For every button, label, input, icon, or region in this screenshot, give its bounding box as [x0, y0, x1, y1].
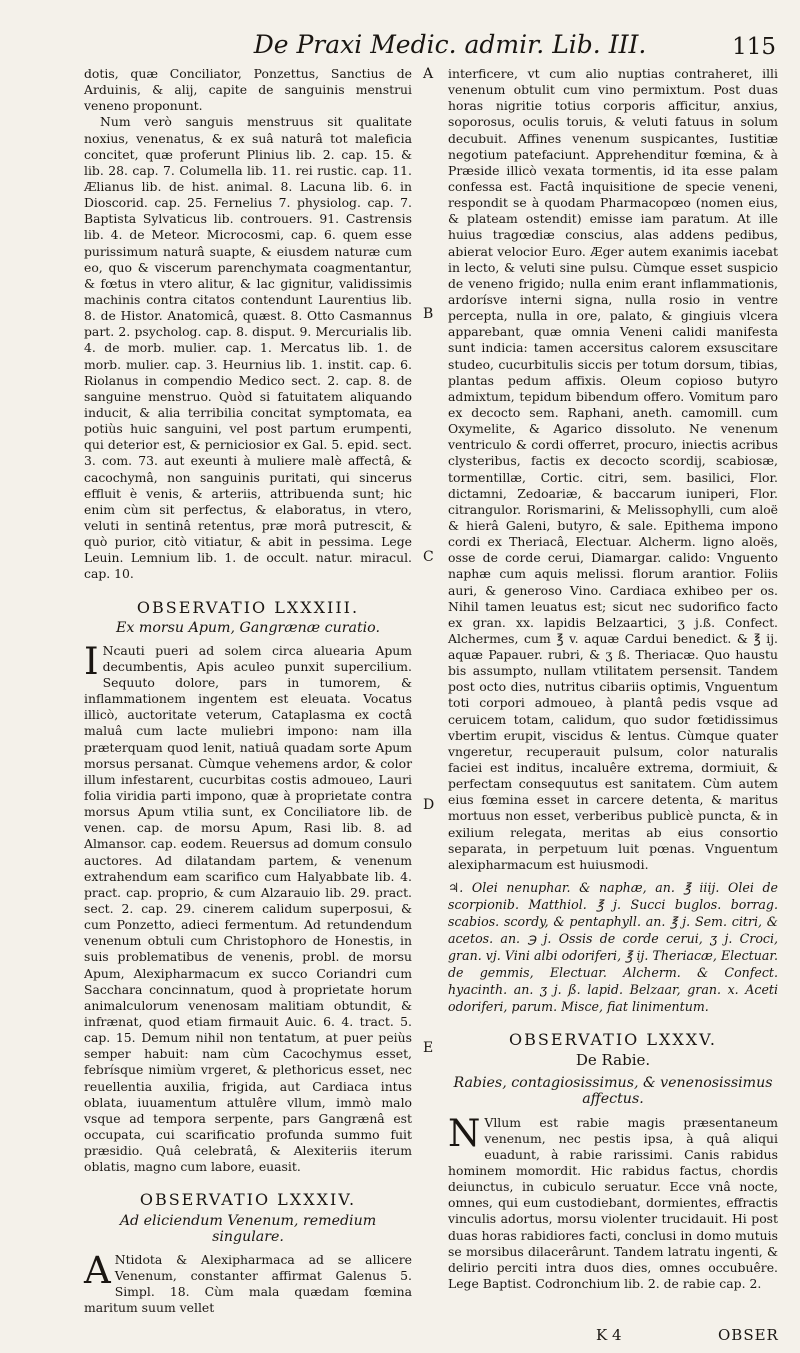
observation-85-body	[448, 1111, 778, 1293]
observation-83-subtitle: Ex morsu Apum, Gangrænæ curatio.	[116, 619, 380, 636]
observation-84-subtitle: Ad eliciendum Venenum, remedium singulare.	[119, 1212, 377, 1245]
paragraph-sanguis-menstruus: Num verò sanguis menstruus sit qualitate noxius, venenatus, & ex suâ naturâ tot maleficia concitet, quæ proferunt Plinius lib. 2. cap. 15. & lib. 28. cap. 7. Columella lib. 11. rei rustic. cap. 11. Ælianus lib. de hist. animal. 8. Lacuna lib. 6. in Dioscorid. cap. 25. Fernelius 7. physiolog. cap. 7. Baptista Sylvaticus lib. controuers. 91. Castrensis lib. 4. de Meteor. Microcosmi, cap. 6. quem esse purissimum naturâ suapte, & eiusdem naturæ cum eo, quo & viscerum parenchymata coagmentantur, & fœtus in vtero alitur, & lac gignitur, validissimis machinis contra citatos contendunt Laurentius lib. 8. de Histor. Anatomicâ, quæst. 8. Otto Casmannus part. 2. psycholog. cap. 8. disput. 9. Mercurialis lib. 4. de morb. mulier. cap. 1. Mercatus lib. 1. de morb. mulier. cap. 3. Heurnius lib. 1. instit. cap. 6. Riolanus in compendio Medico sect. 2. cap. 8. de sanguine menstruo. Quòd si fatuitatem aliquando inducit, & alia terribilia concitat symptomata, ea potiùs huic sanguini, vel post partum erumpenti, qui deterior est, & perniciosior ex Gal. 5. epid. sect. 3. com. 73. aut exeunti à muliere malè affectâ, & cacochymâ, non sanguinis puritati, qui sincerus effluit è venis, & arteriis, attribuenda sunt; hic enim cùm sit perfectus, & elaboratus, in vtero, veluti in sentinâ retentus, præ morâ putrescit, & quò purior, citò vitiatur, & abit in pessima. Lege Leuin. Lemnium lib. 1. de occult. natur. miracul. cap. 10.	[84, 114, 412, 582]
drop-initial-i: I	[84, 639, 99, 683]
observation-84-body	[84, 1248, 412, 1317]
drop-initial-a: A	[84, 1248, 111, 1292]
signature-mark: K 4	[596, 1326, 622, 1344]
observation-84-title: OBSERVATIO LXXXIV.	[139, 1190, 357, 1210]
margin-letter-c: C	[423, 549, 434, 565]
observation-85-title: OBSERVATIO LXXXV.	[509, 1030, 717, 1050]
drop-initial-n: N	[448, 1111, 481, 1155]
observation-85-tagline: Rabies, contagiosissimus, & venenosissimus affectus.	[453, 1075, 773, 1108]
running-title: De Praxi Medic. admir. Lib. III.	[253, 30, 647, 59]
observation-85-text: Vllum est rabie magis præsentaneum venenum, nec pestis ipsa, à quâ aliqui euadunt, à rabie rarissimi. Canis rabidus hominem momordit. Hic rabidus factus, chordis deiunctus, in cubiculo seruatur. Ecce vnâ nocte, omnes, qui eum custodiebant, dormientes, effractis vinculis adortus, morsu violenter trucidauit. Hi post duas horas rabidiores facti, conclusi in domo mutuis se morsibus dilacerârunt. Tandem latratu ingenti, & delirio perciti intra duos dies, omnes occubuêre. Lege Baptist. Codronchium lib. 2. de rabie cap. 2.	[448, 1114, 778, 1291]
observation-83-body	[84, 639, 412, 1176]
observation-85-subtitle: De Rabie.	[575, 1051, 651, 1070]
observation-83-text: Ncauti pueri ad solem circa aluearia Apum decumbentis, Apis aculeo punxit supercilium. Sequuto dolore, pars in tumorem, & inflammationem ingentem est eleuata. Vocatus illicò, auctoritate veterum, Cataplasma ex coctâ maluâ cum lacte muliebri impono: nam illa præterquam quod lenit, natiuâ quadam sorte Apum morsus persanat. Cùmque vehemens ardor, & color illum infestarent, cucurbitas costis admoueo, Lauri folia viridia parti impono, quæ à proprietate contra morsus Apum vtilia sunt, ex Conciliatore lib. de venen. cap. de morsu Apum, Rasi lib. 8. ad Almansor. cap. eodem. Reuersus ad domum consulo auctores. Ad dilatandam partem, & venenum extrahendum eam scarifico cum Halyabbate lib. 4. pract. cap. proprio, & cum Alzarauio lib. 29. pract. sect. 2. cap. 29. cinerem calidum superposui, & cum Ponzetto, adieci fermentum. Ad retundendum venenum obtuli cum Christophoro de Honestis, in suis problematibus de venenis, probl. de morsu Apum, Alexipharmacum ex succo Coriandri cum Sacchara concinnatum, quod à proprietate horum animalculorum venenosam malitiam obtundit, & infrænat, quod etiam firmauit Auic. 6. 4. tract. 5. cap. 15. Demum nihil non tentatum, at puer peiùs semper habuit: nam cùm Cacochymus esset, febrísque nimiùm vrgeret, & plethoricus esset, nec reuellentia auxilia, frigida, aut Cardiaca intus oblata, iuuamentum attulêre vllum, immò malo vsque ad tempora serpente, pars Gangrænâ est occupata, cui scarificatio profunda summo fuit præsidio. Quâ celebratâ, & Alexiteriis iterum oblatis, magno cum labore, euasit.	[84, 642, 412, 1175]
observation-84-text: Ntidota & Alexipharmaca ad se allicere Venenum, constanter affirmat Galenus 5. Simpl. 18. Cùm mala quædam fœmina maritum suum vellet	[84, 1251, 412, 1316]
paragraph-dotis: dotis, quæ Conciliator, Ponzettus, Sanctius de Arduinis, & alij, capite de sanguinis menstrui veneno proponunt.	[84, 66, 412, 114]
unguent-recipe: ♃. Olei nenuphar. & naphæ, an. ℥ iiij. Olei de scorpionib. Matthiol. ℥ j. Succi buglos. borrag. scabios. scordy, & pentaphyll. an. ℥ j. Sem. citri, & acetos. an. ℈ j. Ossis de corde cerui, ʒ j. Croci, gran. vj. Vini albi odoriferi, ℥ ij. Theriacæ, Electuar. de gemmis, Electuar. Alcherm. & Confect. hyacinth. an. ʒ j. ß. lapid. Belzaar, gran. x. Aceti odoriferi, parum. Misce, fiat linimentum.	[448, 880, 778, 1015]
margin-letter-d: D	[423, 797, 435, 813]
margin-letter-e: E	[423, 1040, 434, 1056]
right-column	[448, 66, 778, 1292]
margin-letter-a: A	[423, 66, 434, 82]
margin-letter-b: B	[423, 306, 434, 322]
left-column	[84, 66, 412, 1316]
observation-83-title: OBSERVATIO LXXXIII.	[136, 597, 360, 617]
paragraph-continuation: interficere, vt cum alio nuptias contraheret, illi venenum obtulit cum vino permixtum. Post duas horas nigritie totius corporis afficitur, anxius, soporosus, oculis toruis, & veluti fatuus in solum decubuit. Affines venenum suspicantes, Iustitiæ negotium patefaciunt. Apprehenditur fœmina, & à Præside illicò vexata tormentis, id ita esse palam confessa est. Factâ inquisitione de specie veneni, respondit se à quodam Pharmacopœo (nomen eius, & plateam ostendit) emisse iam paratum. At ille huius tragœdiæ conscius, alas addens pedibus, abierat velocior Euro. Æger autem exanimis iacebat in lecto, & veluti sine pulsu. Cùmque esset suspicio de veneno frigido; nulla enim erant inflammationis, ardorísve interni signa, nulla rosio in ventre percepta, nulla in ore, palato, & gingiuis vlcera apparebant, quæ omnia Veneni calidi manifesta sunt indicia: tamen accersitus calorem exsuscitare studeo, cucurbitulis siccis per totum dorsum, tibias, plantas pedum affixis. Oleum copioso butyro admixtum, tepidum bibendum offero. Vomitum paro ex decocto sem. Raphani, aneth. camomill. cum Oxymelite, & Agarico dissoluto. Ne venenum ventriculo & cordi offerret, procuro, iniectis acribus clysteribus, factis ex decocto scordij, scabiosæ, tormentillæ, Cortic. citri, sem. basilici, Flor. dictamni, Zedoariæ, & baccarum iuniperi, Flor. citrangulor. Rorismarini, & Melissophylli, cum aloë & hierâ Galeni, butyro, & sale. Epithema impono cordi ex Theriacâ, Electuar. Alcherm. ligno aloës, osse de corde cerui, Diamargar. calido: Vnguento naphæ cum aquis melissi. florum arantior. Foliis auri, & generoso Vino. Cardiaca exhibeo per os. Nihil tamen leuatus est; sicut nec sudorifico facto ex gran. xx. lapidis Belzaartici, ʒ j.ß. Confect. Alchermes, cum ℥ v. aquæ Cardui benedict. & ℥ ij. aquæ Papauer. rubri, & ʒ ß. Theriacæ. Quo haustu bis assumpto, nullam vtilitatem persensit. Tandem post octo dies, nutritus cibariis optimis, Vnguentum toti corpori admoueo, à plantâ pedis vsque ad ceruicem totam, calidum, quo sudor fœtidissimus vbertim erupit, viscidus & lentus. Cùmque quater vngeretur, recuperauit pulsum, color naturalis faciei est inditus, incaluêre extrema, dormiuit, & perfectam consequutus est sanitatem. Cùm autem eius fœmina esset in carcere detenta, & maritus mortuus non esset, verberibus publicè puncta, & in exilium relegata, meritas ab eius consortio separata, in perpetuum luit pœnas. Vnguentum alexipharmacum est huiusmodi.	[448, 66, 778, 872]
page-number: 115	[732, 34, 776, 60]
catchword: OBSER	[718, 1326, 779, 1344]
